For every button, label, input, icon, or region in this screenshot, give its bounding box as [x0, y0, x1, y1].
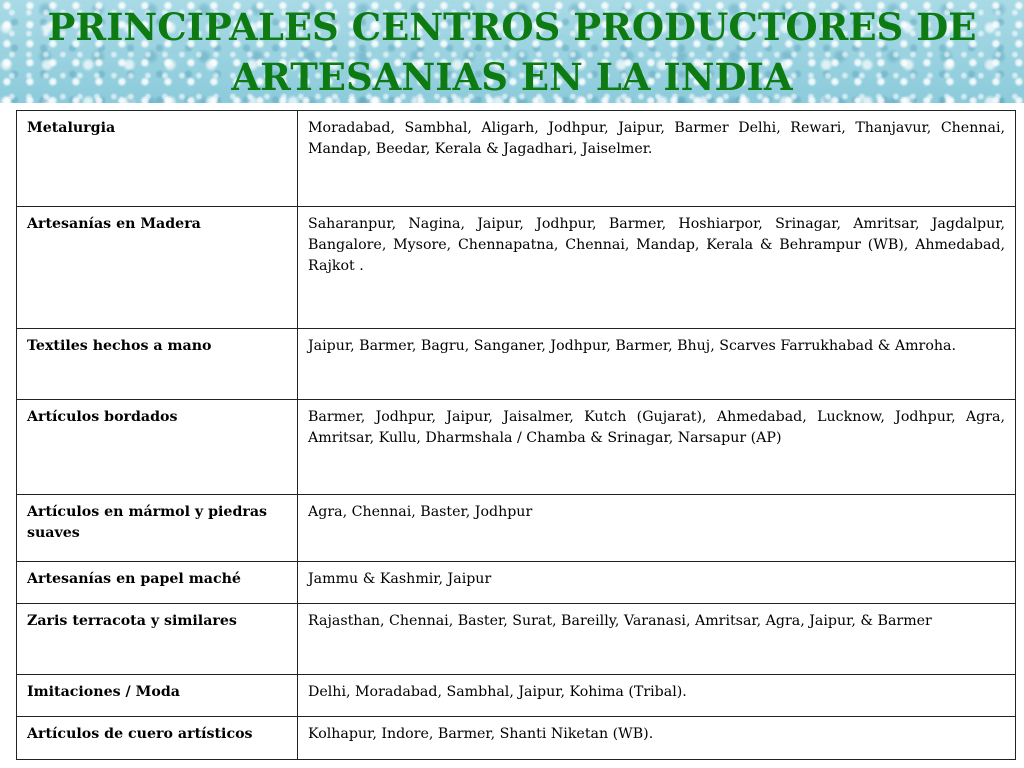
places-cell: Jaipur, Barmer, Bagru, Sanganer, Jodhpur, Barmer, Bhuj, Scarves Farrukhabad & Amroha. — [298, 329, 1016, 400]
table-row — [17, 717, 1016, 760]
table-row — [17, 207, 1016, 329]
category-cell: Artesanías en Madera — [17, 207, 298, 329]
slide-title — [0, 2, 1024, 102]
table-row — [17, 111, 1016, 207]
category-cell: Metalurgia — [17, 111, 298, 207]
places-cell: Moradabad, Sambhal, Aligarh, Jodhpur, Jaipur, Barmer Delhi, Rewari, Thanjavur, Chennai, Mandap, Beedar, Kerala & Jagadhari, Jaiselmer. — [298, 111, 1016, 207]
places-cell: Rajasthan, Chennai, Baster, Surat, Bareilly, Varanasi, Amritsar, Agra, Jaipur, & Barmer — [298, 604, 1016, 675]
table-row — [17, 604, 1016, 675]
category-cell: Artículos en mármol y piedras suaves — [17, 495, 298, 562]
table-row — [17, 562, 1016, 604]
slide-title-line-1: PRINCIPALES CENTROS PRODUCTORES DE — [47, 5, 977, 49]
places-cell: Agra, Chennai, Baster, Jodhpur — [298, 495, 1016, 562]
category-cell: Imitaciones / Moda — [17, 675, 298, 717]
table-row — [17, 400, 1016, 495]
table-row — [17, 675, 1016, 717]
category-cell: Artículos bordados — [17, 400, 298, 495]
category-cell: Zaris terracota y similares — [17, 604, 298, 675]
crafts-table — [16, 110, 1016, 760]
category-cell: Artesanías en papel maché — [17, 562, 298, 604]
places-cell: Barmer, Jodhpur, Jaipur, Jaisalmer, Kutch (Gujarat), Ahmedabad, Lucknow, Jodhpur, Agra, Amritsar, Kullu, Dharmshala / Chamba & Srinagar, Narsapur (AP) — [298, 400, 1016, 495]
places-cell: Jammu & Kashmir, Jaipur — [298, 562, 1016, 604]
places-cell: Delhi, Moradabad, Sambhal, Jaipur, Kohima (Tribal). — [298, 675, 1016, 717]
table-row — [17, 495, 1016, 562]
category-cell: Textiles hechos a mano — [17, 329, 298, 400]
category-cell: Artículos de cuero artísticos — [17, 717, 298, 760]
slide-title-line-2: ARTESANIAS EN LA INDIA — [231, 55, 793, 99]
table-row — [17, 329, 1016, 400]
places-cell: Kolhapur, Indore, Barmer, Shanti Niketan (WB). — [298, 717, 1016, 760]
places-cell: Saharanpur, Nagina, Jaipur, Jodhpur, Barmer, Hoshiarpor, Srinagar, Amritsar, Jagdalpur, Bangalore, Mysore, Chennapatna, Chennai, Mandap, Kerala & Behrampur (WB), Ahmedabad, Rajkot . — [298, 207, 1016, 329]
